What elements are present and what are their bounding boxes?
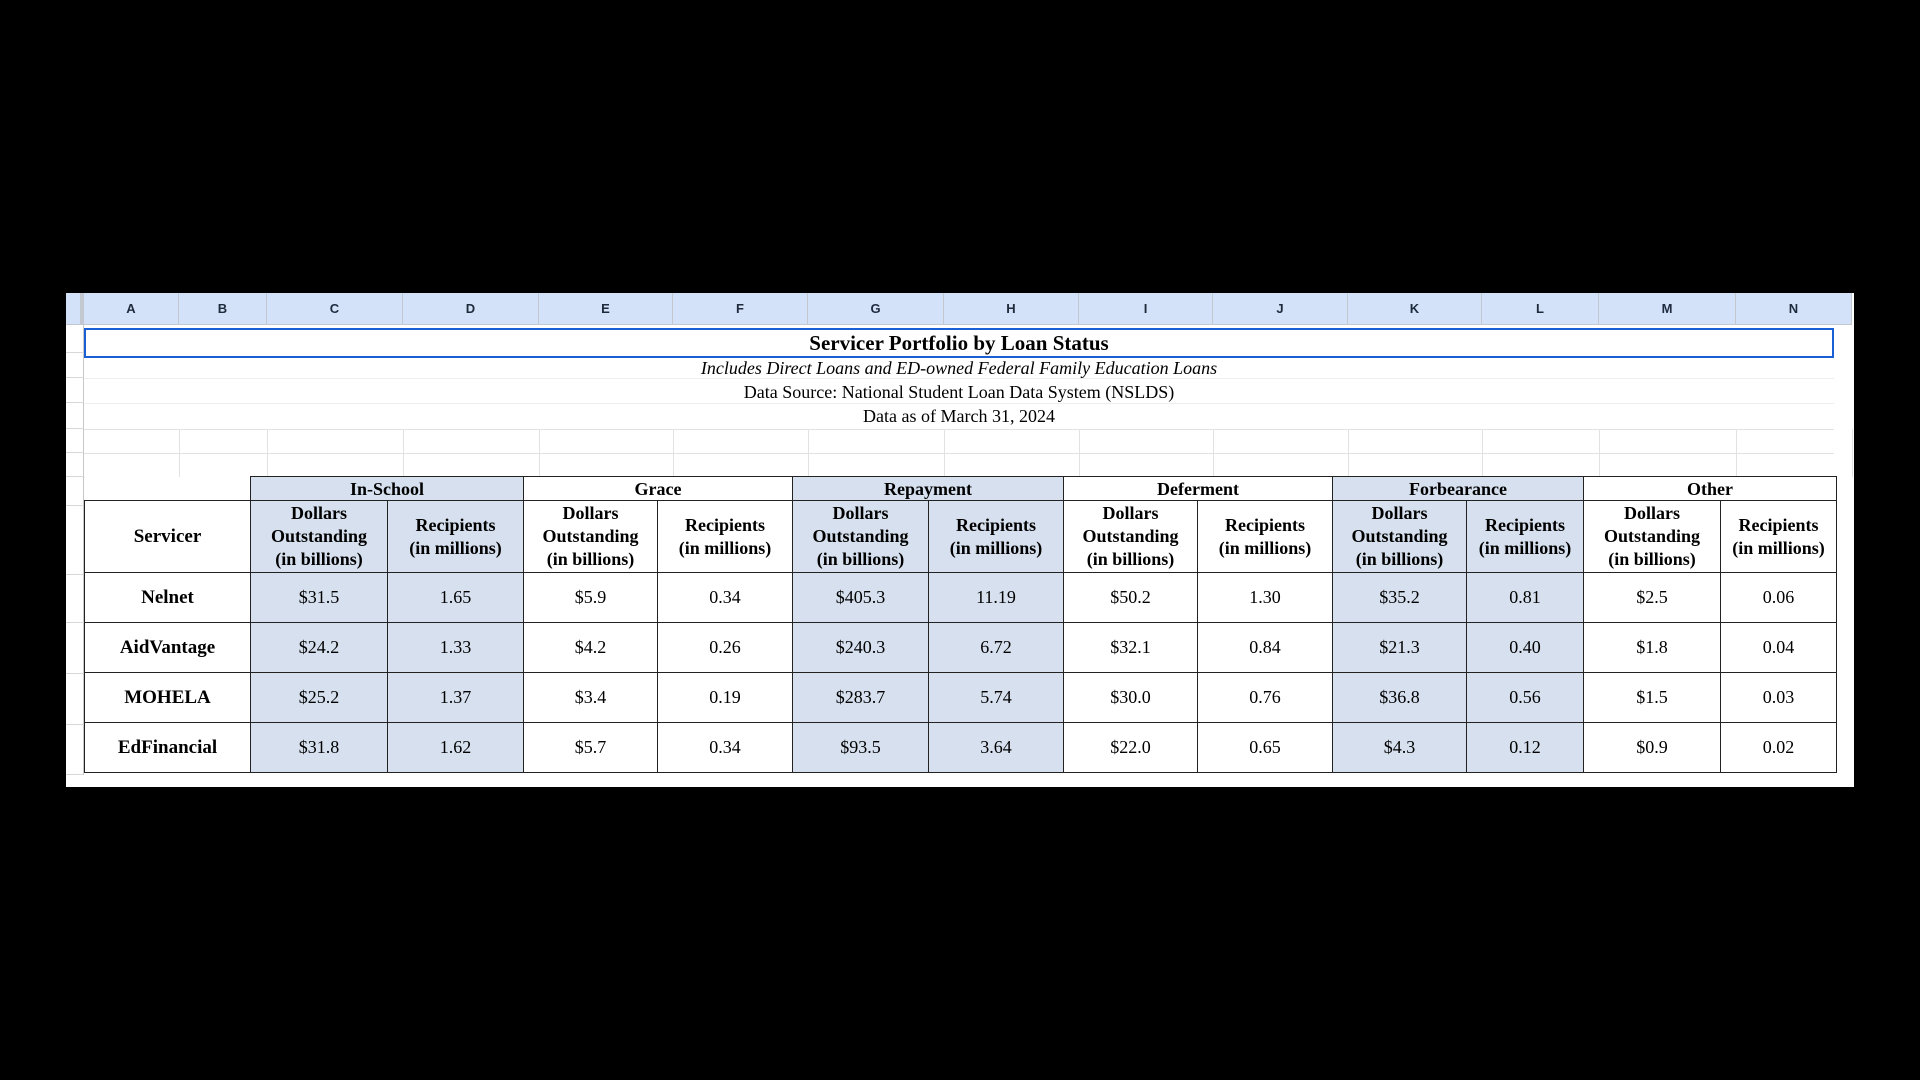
header-line: (in billions) <box>275 549 363 569</box>
header-line: (in millions) <box>1732 537 1825 558</box>
table-row <box>85 673 1837 723</box>
table-row <box>85 573 1837 623</box>
dollars-cell[interactable]: $25.2 <box>251 673 388 723</box>
blank-corner-cell <box>85 477 251 501</box>
loan-status-group-row <box>85 477 1837 501</box>
dollars-outstanding-header[interactable] <box>1584 501 1721 573</box>
dollars-outstanding-header[interactable] <box>1064 501 1198 573</box>
dollars-cell[interactable]: $4.3 <box>1333 723 1467 773</box>
header-line: Outstanding <box>1351 526 1448 546</box>
header-line: (in billions) <box>1355 549 1444 569</box>
group-header-deferment[interactable]: Deferment <box>1064 477 1333 501</box>
dollars-cell[interactable]: $32.1 <box>1064 623 1198 673</box>
gridline <box>1852 429 1853 477</box>
group-header-other[interactable]: Other <box>1584 477 1837 501</box>
header-line: Outstanding <box>542 526 639 546</box>
header-line: (in billions) <box>1608 549 1696 569</box>
recipients-cell[interactable]: 0.19 <box>658 673 793 723</box>
recipients-cell[interactable]: 3.64 <box>929 723 1064 773</box>
recipients-cell[interactable]: 0.06 <box>1721 573 1837 623</box>
servicer-column-header[interactable]: Servicer <box>85 501 251 573</box>
row-header[interactable] <box>66 453 84 477</box>
header-line: Dollars <box>832 503 889 523</box>
recipients-cell[interactable]: 0.04 <box>1721 623 1837 673</box>
row-header[interactable] <box>66 378 84 403</box>
row-header[interactable] <box>66 429 84 453</box>
header-line: Dollars <box>1371 503 1428 523</box>
dollars-cell[interactable]: $21.3 <box>1333 623 1467 673</box>
dollars-cell[interactable]: $405.3 <box>793 573 929 623</box>
selected-title-cell[interactable] <box>84 328 1834 358</box>
table-row <box>85 623 1837 673</box>
dollars-outstanding-header[interactable] <box>793 501 929 573</box>
recipients-cell[interactable]: 1.33 <box>388 623 524 673</box>
header-line: Recipients <box>685 514 765 535</box>
header-line: (in millions) <box>1478 537 1572 558</box>
header-line: (in millions) <box>409 537 502 558</box>
row-header[interactable] <box>66 403 84 429</box>
dollars-cell[interactable]: $50.2 <box>1064 573 1198 623</box>
group-header-repayment[interactable]: Repayment <box>793 477 1064 501</box>
recipients-cell[interactable]: 1.65 <box>388 573 524 623</box>
column-header-c[interactable]: C <box>267 293 403 325</box>
recipients-cell[interactable]: 0.26 <box>658 623 793 673</box>
row-header[interactable] <box>66 575 84 623</box>
dollars-cell[interactable]: $1.5 <box>1584 673 1721 723</box>
header-line: (in billions) <box>1086 549 1175 569</box>
servicer-name-cell[interactable]: MOHELA <box>85 673 251 723</box>
dollars-cell[interactable]: $5.7 <box>524 723 658 773</box>
table-row <box>85 723 1837 773</box>
gridline <box>84 453 1834 454</box>
dollars-cell[interactable]: $5.9 <box>524 573 658 623</box>
header-line: Dollars <box>1624 503 1680 523</box>
gridline <box>84 429 1834 430</box>
dollars-outstanding-header[interactable] <box>251 501 388 573</box>
dollars-cell[interactable]: $2.5 <box>1584 573 1721 623</box>
column-header-f[interactable]: F <box>673 293 808 325</box>
row-header[interactable] <box>66 674 84 725</box>
header-line: (in millions) <box>949 537 1043 558</box>
header-line: (in millions) <box>678 537 772 558</box>
dollars-outstanding-header[interactable] <box>524 501 658 573</box>
row-header[interactable] <box>66 325 84 353</box>
dollars-cell[interactable]: $30.0 <box>1064 673 1198 723</box>
header-line: Dollars <box>291 503 347 523</box>
header-line: Recipients <box>1225 514 1305 535</box>
servicer-portfolio-table <box>84 476 1837 773</box>
header-line: Recipients <box>1485 514 1565 535</box>
column-header-i[interactable]: I <box>1079 293 1213 325</box>
header-line: Recipients <box>415 514 496 535</box>
recipients-header[interactable] <box>1721 501 1837 573</box>
dollars-cell[interactable]: $3.4 <box>524 673 658 723</box>
recipients-cell[interactable]: 0.34 <box>658 723 793 773</box>
header-line: (in millions) <box>1218 537 1312 558</box>
recipients-cell[interactable]: 0.65 <box>1198 723 1333 773</box>
dollars-cell[interactable]: $240.3 <box>793 623 929 673</box>
header-line: Outstanding <box>1082 526 1179 546</box>
dollars-cell[interactable]: $35.2 <box>1333 573 1467 623</box>
header-line: Recipients <box>956 514 1036 535</box>
dollars-cell[interactable]: $36.8 <box>1333 673 1467 723</box>
servicer-name-cell[interactable]: AidVantage <box>85 623 251 673</box>
recipients-cell[interactable]: 6.72 <box>929 623 1064 673</box>
row-header[interactable] <box>66 623 84 674</box>
dollars-outstanding-header[interactable] <box>1333 501 1467 573</box>
column-header-m[interactable]: M <box>1599 293 1736 325</box>
dollars-cell[interactable]: $1.8 <box>1584 623 1721 673</box>
recipients-header[interactable] <box>1467 501 1584 573</box>
column-header-d[interactable]: D <box>403 293 539 325</box>
recipients-cell[interactable]: 0.81 <box>1467 573 1584 623</box>
servicer-name-cell[interactable]: Nelnet <box>85 573 251 623</box>
recipients-cell[interactable]: 0.02 <box>1721 723 1837 773</box>
dollars-cell[interactable]: $93.5 <box>793 723 929 773</box>
recipients-header[interactable] <box>929 501 1064 573</box>
column-header-b[interactable]: B <box>179 293 267 325</box>
dollars-cell[interactable]: $31.8 <box>251 723 388 773</box>
recipients-cell[interactable]: 11.19 <box>929 573 1064 623</box>
dollars-cell[interactable]: $4.2 <box>524 623 658 673</box>
header-line: (in billions) <box>816 549 905 569</box>
recipients-cell[interactable]: 0.03 <box>1721 673 1837 723</box>
recipients-cell[interactable]: 5.74 <box>929 673 1064 723</box>
recipients-cell[interactable]: 1.62 <box>388 723 524 773</box>
subtitle-cell[interactable]: Includes Direct Loans and ED-owned Federal Family Education Loans <box>700 358 1218 378</box>
spreadsheet-view <box>66 293 1854 787</box>
dollars-cell[interactable]: $24.2 <box>251 623 388 673</box>
header-line: (in billions) <box>546 549 635 569</box>
recipients-header[interactable] <box>1198 501 1333 573</box>
recipients-cell[interactable]: 0.12 <box>1467 723 1584 773</box>
header-line: Outstanding <box>270 526 368 546</box>
recipients-cell[interactable]: 0.56 <box>1467 673 1584 723</box>
recipients-cell[interactable]: 0.84 <box>1198 623 1333 673</box>
row-header[interactable] <box>66 506 84 575</box>
row-header[interactable] <box>66 725 84 775</box>
recipients-header[interactable] <box>658 501 793 573</box>
recipients-cell[interactable]: 1.37 <box>388 673 524 723</box>
row-header[interactable] <box>66 477 84 506</box>
header-line: Dollars <box>1102 503 1159 523</box>
column-header-a[interactable]: A <box>84 293 179 325</box>
recipients-cell[interactable]: 0.76 <box>1198 673 1333 723</box>
header-line: Outstanding <box>1603 526 1701 546</box>
recipients-cell[interactable]: 0.34 <box>658 573 793 623</box>
column-header-l[interactable]: L <box>1482 293 1599 325</box>
select-all-corner[interactable] <box>66 293 84 325</box>
header-line: Recipients <box>1738 514 1819 535</box>
dollars-cell[interactable]: $31.5 <box>251 573 388 623</box>
header-line: Dollars <box>562 503 619 523</box>
column-header-h[interactable]: H <box>944 293 1079 325</box>
metric-header-row <box>85 501 1837 573</box>
dollars-cell[interactable]: $0.9 <box>1584 723 1721 773</box>
recipients-header[interactable] <box>388 501 524 573</box>
header-line: Outstanding <box>812 526 909 546</box>
recipients-cell[interactable]: 1.30 <box>1198 573 1333 623</box>
column-header-k[interactable]: K <box>1348 293 1482 325</box>
servicer-name-cell[interactable]: EdFinancial <box>85 723 251 773</box>
column-header-j[interactable]: J <box>1213 293 1348 325</box>
data-source-cell[interactable]: Data Source: National Student Loan Data System (NSLDS) <box>743 382 1175 402</box>
as-of-date-cell[interactable]: Data as of March 31, 2024 <box>863 406 1055 426</box>
recipients-cell[interactable]: 0.40 <box>1467 623 1584 673</box>
column-header-n[interactable]: N <box>1736 293 1852 325</box>
row-header[interactable] <box>66 353 84 378</box>
dollars-cell[interactable]: $22.0 <box>1064 723 1198 773</box>
dollars-cell[interactable]: $283.7 <box>793 673 929 723</box>
sheet-title: Servicer Portfolio by Loan Status <box>809 330 1109 355</box>
group-header-grace[interactable]: Grace <box>524 477 793 501</box>
column-header-g[interactable]: G <box>808 293 944 325</box>
group-header-forbearance[interactable]: Forbearance <box>1333 477 1584 501</box>
column-header-e[interactable]: E <box>539 293 673 325</box>
group-header-in-school[interactable]: In-School <box>251 477 524 501</box>
